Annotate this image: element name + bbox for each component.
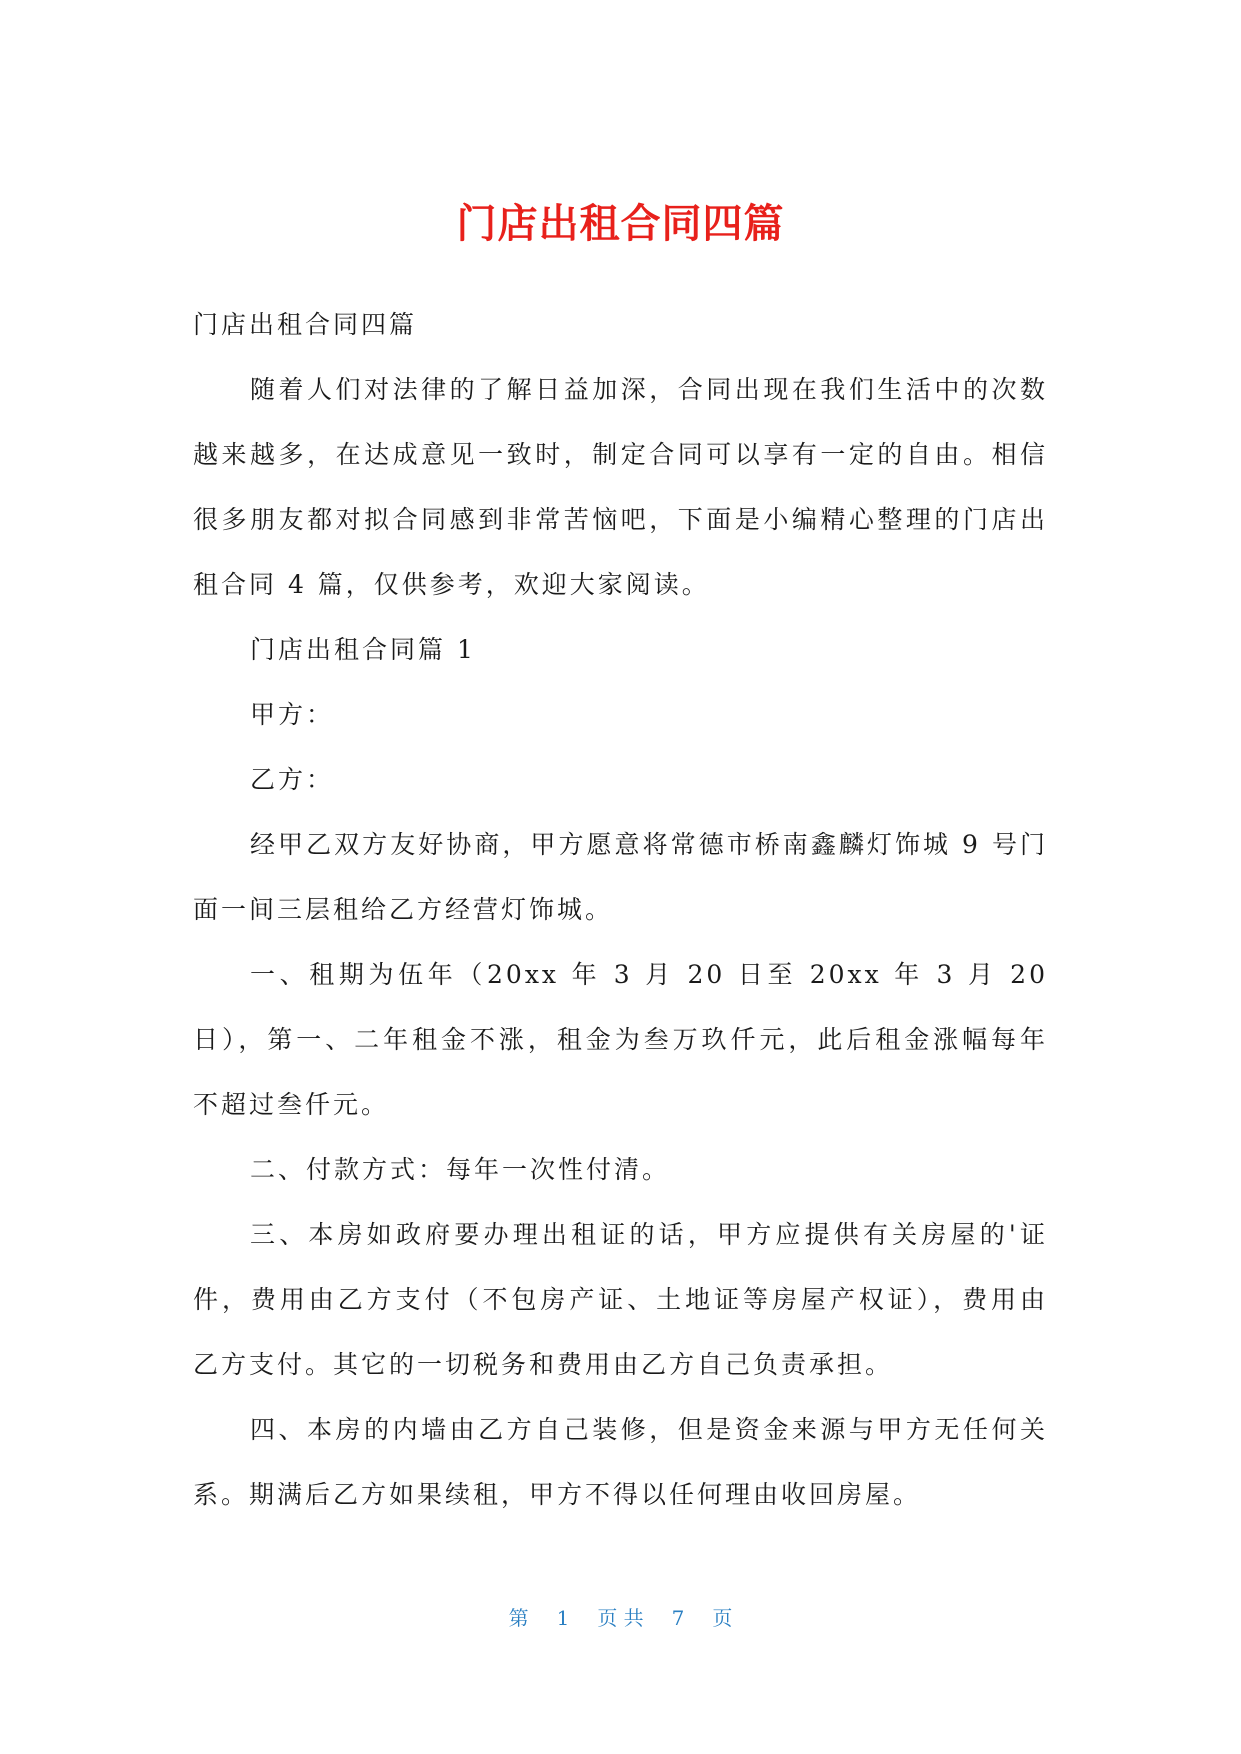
- footer-suffix: 页: [712, 1606, 733, 1630]
- document-body: [193, 292, 1048, 1527]
- footer-prefix: 第: [508, 1606, 529, 1630]
- paragraph-clause-4: 四、本房的内墙由乙方自己装修，但是资金来源与甲方无任何关系。期满后乙方如果续租，甲方不得以任何理由收回房屋。: [193, 1415, 1048, 1509]
- paragraph-section-heading: 门店出租合同篇 1: [250, 635, 476, 664]
- paragraph-intro: 随着人们对法律的了解日益加深，合同出现在我们生活中的次数越来越多，在达成意见一致时，制定合同可以享有一定的自由。相信很多朋友都对拟合同感到非常苦恼吧，下面是小编精心整理的门店出租合同 4 篇，仅供参考，欢迎大家阅读。: [193, 375, 1048, 599]
- paragraph-agreement: 经甲乙双方友好协商，甲方愿意将常德市桥南鑫麟灯饰城 9 号门面一间三层租给乙方经营灯饰城。: [193, 830, 1048, 924]
- footer-current-page: 1: [556, 1606, 570, 1630]
- paragraph-party-b: 乙方：: [250, 765, 335, 794]
- document-title: 门店出租合同四篇: [456, 201, 785, 247]
- paragraph-clause-3: 三、本房如政府要办理出租证的话，甲方应提供有关房屋的'证件，费用由乙方支付（不包房产证、土地证等房屋产权证），费用由乙方支付。其它的一切税务和费用由乙方自己负责承担。: [193, 1220, 1048, 1379]
- paragraph-clause-2: 二、付款方式：每年一次性付清。: [250, 1155, 671, 1184]
- paragraph-subtitle: 门店出租合同四篇: [193, 310, 418, 339]
- page-footer: [0, 1604, 1241, 1632]
- paragraph-party-a: 甲方：: [250, 700, 335, 729]
- footer-middle: 页 共: [597, 1606, 644, 1630]
- footer-total-pages: 7: [671, 1606, 685, 1630]
- paragraph-clause-1: 一、租期为伍年（20xx 年 3 月 20 日至 20xx 年 3 月 20 日），第一、二年租金不涨，租金为叁万玖仟元，此后租金涨幅每年不超过叁仟元。: [193, 960, 1048, 1119]
